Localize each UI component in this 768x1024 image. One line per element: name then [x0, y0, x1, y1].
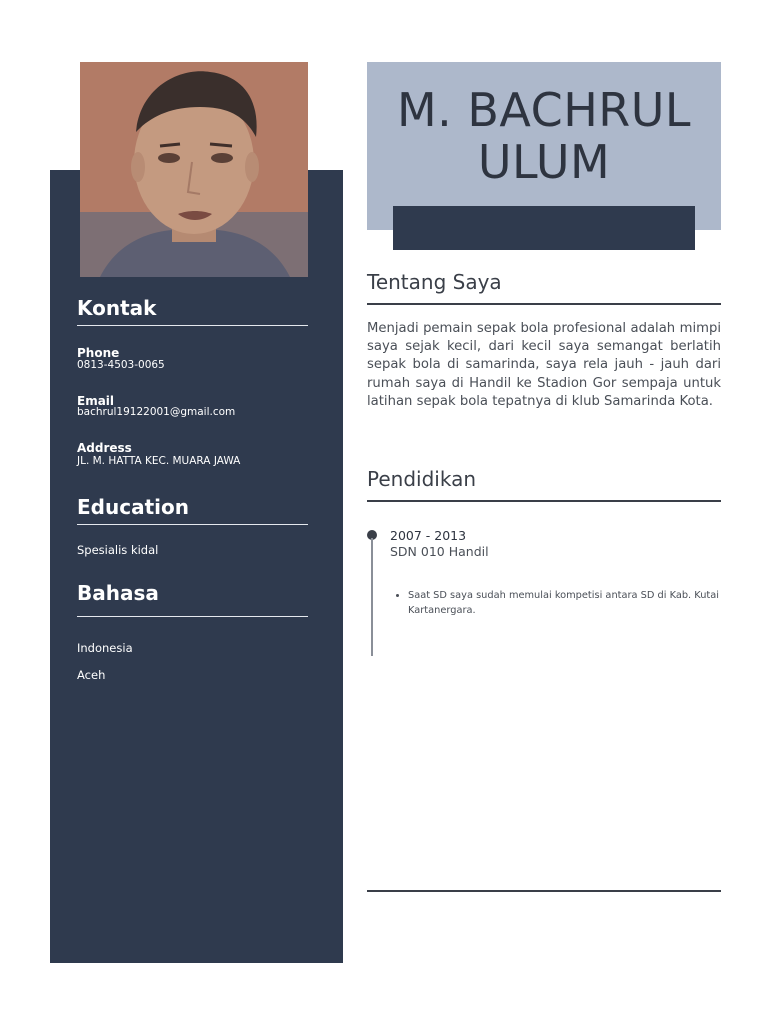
address-value: JL. M. HATTA KEC. MUARA JAWA — [77, 455, 241, 467]
about-text: Menjadi pemain sepak bola profesional adalah mimpi saya sejak kecil, dari kecil saya semangat berlatih sepak bola di samarinda, saya rela jauh - jauh dari rumah saya di Handil ke Stadion Gor sempaja untuk latihan sepak bola tepatnya di klub Samarinda Kota. — [367, 321, 721, 409]
profile-photo-illustration — [80, 62, 308, 277]
education-heading: Education — [77, 495, 189, 519]
pendidikan-divider — [367, 500, 721, 502]
education-divider — [77, 524, 308, 525]
phone-value: 0813-4503-0065 — [77, 359, 165, 371]
email-value: bachrul19122001@gmail.com — [77, 406, 236, 418]
bahasa-divider — [77, 616, 308, 617]
sidebar — [50, 170, 343, 963]
kontak-heading: Kontak — [77, 296, 157, 320]
kontak-divider — [77, 325, 308, 326]
bahasa-heading: Bahasa — [77, 581, 159, 605]
timeline-line — [371, 538, 373, 656]
email-label: Email — [77, 394, 115, 408]
pendidikan-heading: Pendidikan — [367, 467, 476, 491]
education-bullet-list — [390, 588, 724, 618]
full-name-line-2: ULUM — [477, 135, 611, 189]
address-label: Address — [77, 441, 132, 455]
about-divider — [367, 303, 721, 305]
full-name-line-1: M. BACHRUL — [396, 83, 692, 137]
education-school: SDN 010 Handil — [390, 544, 489, 559]
language-item: Aceh — [77, 668, 106, 682]
education-bullet: • Saat SD saya sudah memulai kompetisi antara SD di Kab. Kutai Kartanergara. — [408, 588, 724, 618]
bottom-divider — [367, 890, 721, 892]
education-years: 2007 - 2013 — [390, 528, 467, 543]
name-accent-bar — [393, 206, 695, 250]
about-heading: Tentang Saya — [367, 270, 502, 294]
phone-label: Phone — [77, 346, 120, 360]
education-item: Spesialis kidal — [77, 543, 159, 557]
full-name — [367, 84, 721, 188]
profile-photo — [80, 62, 308, 277]
language-item: Indonesia — [77, 641, 133, 655]
